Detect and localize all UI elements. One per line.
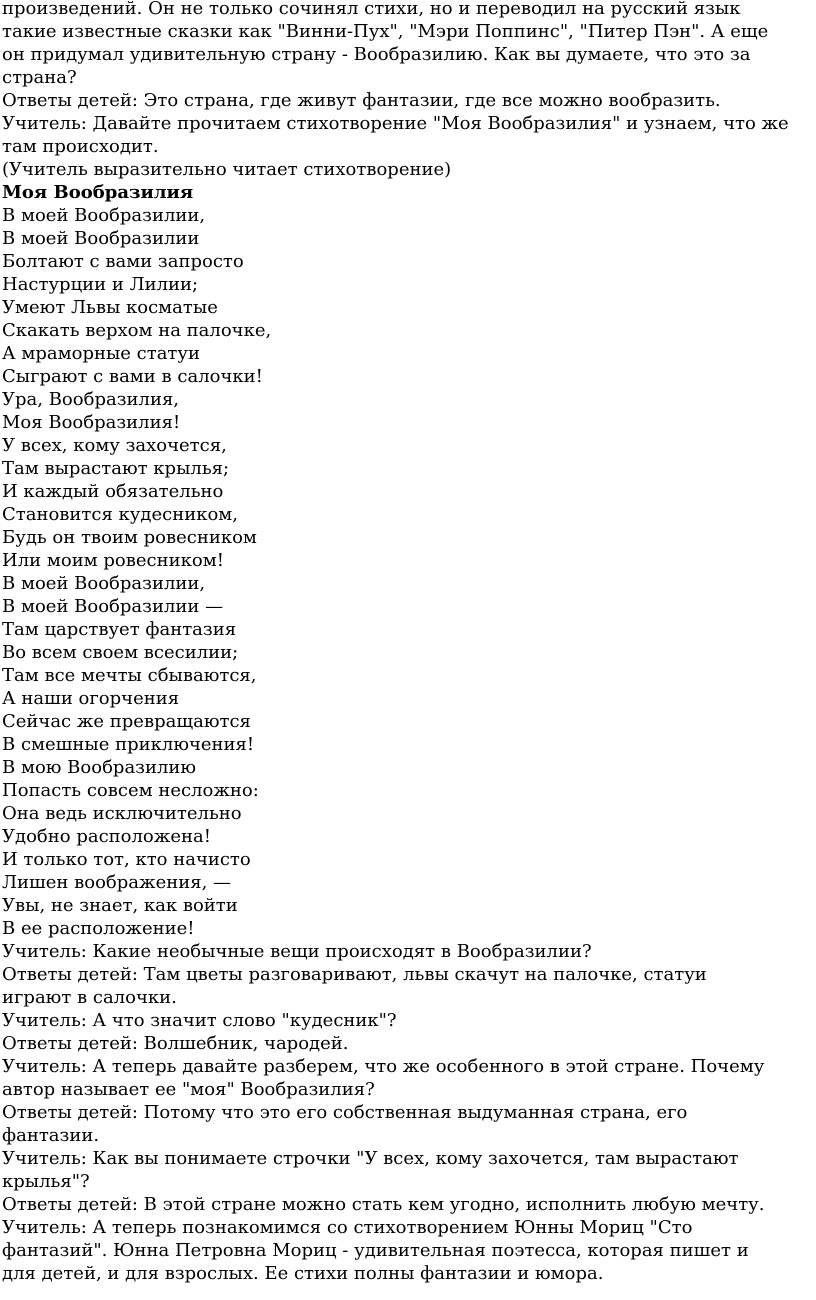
text-line: Учитель: А теперь давайте разберем, что же особенного в этой стране. Почему [2,1056,765,1077]
poem-line: И только тот, кто начисто [2,849,251,870]
poem-line: А мраморные статуи [2,343,200,364]
text-line: там происходит. [2,136,159,157]
dialogue-section [2,940,814,1285]
poem-line: Удобно расположена! [2,826,211,847]
poem-line: В моей Вообразилии — [2,596,224,617]
poem-line: Попасть совсем несложно: [2,780,259,801]
text-line: он придумал удивительную страну - Вообразилию. Как вы думаете, что это за [2,44,751,65]
text-line: (Учитель выразительно читает стихотворение) [2,159,452,180]
text-line: для детей, и для взрослых. Ее стихи полны фантазии и юмора. [2,1263,604,1284]
text-line: Учитель: А теперь познакомимся со стихотворением Юнны Мориц "Сто [2,1217,693,1238]
text-line: произведений. Он не только сочинял стихи, но и переводил на русский язык [2,0,741,19]
text-line: Учитель: Как вы понимаете строчки "У всех, кому захочется, там вырастают [2,1148,739,1169]
poem-body [2,204,814,940]
text-line: Учитель: А что значит слово "кудесник"? [2,1010,397,1031]
poem-line: В ее расположение! [2,918,195,939]
poem-title: Моя Вообразилия [2,182,194,203]
text-line: Учитель: Какие необычные вещи происходят в Вообразилии? [2,941,592,962]
text-line: Ответы детей: Это страна, где живут фантазии, где все можно вообразить. [2,90,721,111]
poem-line: У всех, кому захочется, [2,435,227,456]
poem-line: Там вырастают крылья; [2,458,230,479]
text-line: Учитель: Давайте прочитаем стихотворение "Моя Вообразилия" и узнаем, что же [2,113,789,134]
poem-line: Сыграют с вами в салочки! [2,366,263,387]
poem-line: Ура, Вообразилия, [2,389,180,410]
poem-line: Умеют Львы косматые [2,297,218,318]
poem-line: Сейчас же превращаются [2,711,251,732]
poem-line: Будь он твоим ровесником [2,527,257,548]
poem-line: В моей Вообразилии, [2,573,206,594]
text-line: играют в салочки. [2,987,177,1008]
text-line: страна? [2,67,77,88]
poem-line: Там все мечты сбываются, [2,665,257,686]
poem-line: Увы, не знает, как войти [2,895,238,916]
poem-line: Настурции и Лилии; [2,274,199,295]
text-line: Ответы детей: Там цветы разговаривают, львы скачут на палочке, статуи [2,964,707,985]
poem-line: А наши огорчения [2,688,180,709]
text-line: Ответы детей: В этой стране можно стать кем угодно, исполнить любую мечту. [2,1194,765,1215]
poem-line: Или моим ровесником! [2,550,224,571]
poem-line: Во всем своем всесилии; [2,642,239,663]
poem-line: Становится кудесником, [2,504,239,525]
poem-line: В мою Вообразилию [2,757,197,778]
poem-line: Скакать верхом на палочке, [2,320,272,341]
poem-line: В моей Вообразилии [2,228,200,249]
text-line: Ответы детей: Потому что это его собственная выдуманная страна, его [2,1102,688,1123]
poem-line: Моя Вообразилия! [2,412,181,433]
text-line: фантазии. [2,1125,100,1146]
text-line: фантазий". Юнна Петровна Мориц - удивительная поэтесса, которая пишет и [2,1240,749,1261]
text-line: автор называет ее "моя" Вообразилия? [2,1079,375,1100]
poem-line: Она ведь исключительно [2,803,242,824]
poem-line: Болтают с вами запросто [2,251,244,272]
poem-line: Лишен воображения, — [2,872,232,893]
poem-line: Там царствует фантазия [2,619,237,640]
poem-line: И каждый обязательно [2,481,224,502]
text-line: Ответы детей: Волшебник, чародей. [2,1033,349,1054]
text-line: такие известные сказки как "Винни-Пух", "Мэри Поппинс", "Питер Пэн". А еще [2,21,769,42]
intro-section [2,0,814,181]
poem-line: В смешные приключения! [2,734,255,755]
poem-line: В моей Вообразилии, [2,205,206,226]
text-line: крылья"? [2,1171,90,1192]
